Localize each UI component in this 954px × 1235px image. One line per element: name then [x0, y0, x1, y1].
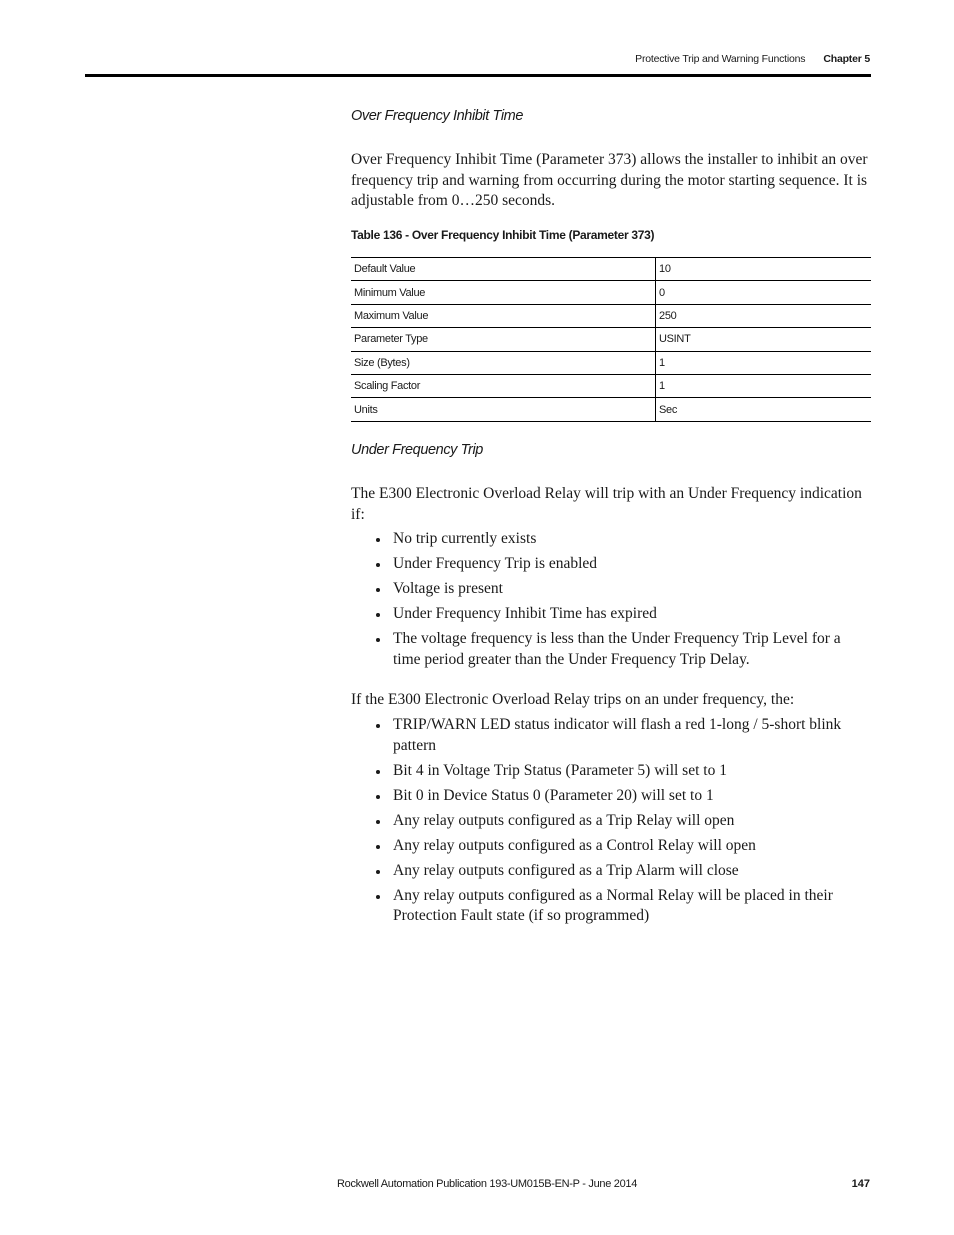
list-item: Bit 0 in Device Status 0 (Parameter 20) will set to 1	[351, 786, 871, 807]
table-row	[351, 328, 871, 351]
trip-results-list	[351, 715, 871, 931]
page-number: 147	[851, 1178, 870, 1190]
list-item: Under Frequency Trip is enabled	[351, 554, 871, 575]
trip-result-intro: If the E300 Electronic Overload Relay trips on an under frequency, the:	[351, 691, 795, 708]
table-row	[351, 398, 871, 421]
list-item: Under Frequency Inhibit Time has expired	[351, 604, 871, 625]
list-item: Bit 4 in Voltage Trip Status (Parameter 5) will set to 1	[351, 761, 871, 782]
table-caption: Table 136 - Over Frequency Inhibit Time (Parameter 373)	[351, 228, 655, 242]
running-header	[635, 53, 870, 65]
header-rule	[85, 74, 871, 77]
list-item: No trip currently exists	[351, 529, 871, 550]
table-cell-value: 1	[656, 351, 872, 374]
table-cell-label: Maximum Value	[351, 304, 656, 327]
header-section-title: Protective Trip and Warning Functions	[635, 53, 806, 65]
list-item: Any relay outputs configured as a Trip Relay will open	[351, 811, 871, 832]
table-cell-label: Scaling Factor	[351, 374, 656, 397]
trip-conditions-list	[351, 529, 871, 675]
over-frequency-inhibit-paragraph: Over Frequency Inhibit Time (Parameter 373) allows the installer to inhibit an over frequency trip and warning from occurring during the motor starting sequence. It is adjustable from 0…250 seconds.	[351, 151, 868, 209]
table-cell-label: Parameter Type	[351, 328, 656, 351]
over-frequency-inhibit-heading: Over Frequency Inhibit Time	[351, 108, 524, 124]
table-cell-value: 250	[656, 304, 872, 327]
table-row	[351, 374, 871, 397]
table-row	[351, 304, 871, 327]
list-item: Any relay outputs configured as a Trip Alarm will close	[351, 861, 871, 882]
table-cell-value: USINT	[656, 328, 872, 351]
list-item: TRIP/WARN LED status indicator will flash a red 1-long / 5-short blink pattern	[351, 715, 871, 756]
table-cell-label: Units	[351, 398, 656, 421]
table-cell-label: Default Value	[351, 258, 656, 281]
parameter-table	[351, 257, 871, 422]
list-item: The voltage frequency is less than the Under Frequency Trip Level for a time period greater than the Under Frequency Trip Delay.	[351, 629, 871, 670]
table-cell-value: 1	[656, 374, 872, 397]
list-item: Any relay outputs configured as a Control Relay will open	[351, 836, 871, 857]
under-frequency-intro: The E300 Electronic Overload Relay will trip with an Under Frequency indication if:	[351, 485, 862, 523]
table-row	[351, 351, 871, 374]
footer-publication: Rockwell Automation Publication 193-UM015B-EN-P - June 2014	[337, 1178, 638, 1190]
under-frequency-trip-heading: Under Frequency Trip	[351, 442, 483, 458]
table-row	[351, 258, 871, 281]
list-item: Any relay outputs configured as a Normal Relay will be placed in their Protection Fault state (if so programmed)	[351, 886, 871, 927]
table-cell-value: 10	[656, 258, 872, 281]
table-cell-label: Size (Bytes)	[351, 351, 656, 374]
table-cell-value: 0	[656, 281, 872, 304]
header-chapter: Chapter 5	[823, 53, 870, 65]
table-cell-label: Minimum Value	[351, 281, 656, 304]
table-row	[351, 281, 871, 304]
list-item: Voltage is present	[351, 579, 871, 600]
table-cell-value: Sec	[656, 398, 872, 421]
